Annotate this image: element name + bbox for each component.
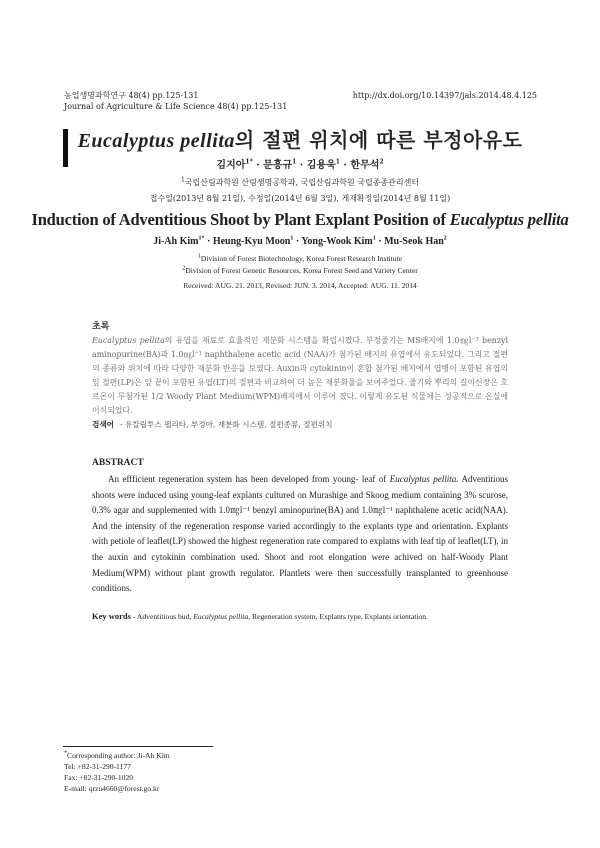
english-authors: Ji-Ah Kim$^{1*}$ · Heung-Kyu Moon$^1$ · Yong-Wook Kim$^1$ · Mu-Seok Han$^2$ — [153, 235, 447, 247]
corresponding-author: Corresponding author: Ji-Ah Kim — [67, 751, 170, 760]
abstract-heading: ABSTRACT — [92, 458, 144, 468]
korean-keywords: 검색어 - 유칼립투스 펠리타, 부정아, 재분화 시스템, 절편종류, 절편위치 — [92, 420, 333, 429]
korean-authors: 김지아$^{1*}$ · 문흥규$^1$ · 김용욱$^1$ · 한무석$^2$ — [216, 158, 384, 171]
author: Heung-Kyu Moon — [212, 236, 291, 247]
author: 김지아 — [216, 160, 246, 171]
korean-dates: 접수일(2013년 8월 21일), 수정일(2014년 6월 3일), 게재확정일(2014년 8월 11일) — [149, 194, 451, 203]
doi-link[interactable]: http://dx.doi.org/10.14397/jals.2014.48.4.125 — [352, 91, 537, 100]
author: Mu-Seok Han — [384, 236, 444, 247]
english-title: Induction of Adventitious Shoot by Plant Explant Position of Eucalyptus pellita — [31, 210, 569, 229]
author: 문흥규 — [263, 160, 293, 171]
author: Yong-Wook Kim — [301, 236, 373, 247]
author: Ji-Ah Kim — [153, 236, 199, 247]
author: 한무석 — [350, 160, 380, 171]
footnote-divider — [63, 746, 213, 747]
running-header — [64, 90, 537, 112]
korean-title-species: Eucalyptus pellita — [77, 130, 235, 152]
english-dates: Received: AUG. 21. 2013, Revised: JUN. 3. 2014, Accepted: AUG. 11. 2014 — [183, 281, 417, 290]
correspondence-footnote: *Corresponding author: Ji-Ah Kim Tel: +82-31-290-1177 Fax: +82-31-290-1020 E-mail: qrzu4660@forest.go.kr — [64, 750, 170, 793]
korean-title-rest: 의 절편 위치에 따른 부정아유도 — [234, 128, 523, 152]
fax: Fax: +82-31-290-1020 — [64, 773, 134, 782]
author: 김용욱 — [306, 160, 336, 171]
korean-abstract: Eucalyptus pellita의 유엽을 재료로 효율적인 재분화 시스템을 확립시켰다. 부정줄기는 MS배지에 1.0㎎l⁻¹ benzyl aminopurine(BA)과 1.0㎎l⁻¹ naphthalene acetic acid (NAA)가 첨가된 배지의 유엽에서 유도되었다. 그리고 절편의 종류와 위치에 따라 다양한 재분화 반응을 보였다. Auxin과 cytokinin이 혼합 첨가된 배지에서 엽병이 포함된 유엽의 잎 절편(LP)은 잎 끝이 포함된 유엽(LT)의 절편과 비교하여 더 높은 재분화율을 보여주었다. 줄기와 뿌리의 길이신장은 호르몬이 무첨가된 1/2 Woody Plant Medium(WPM)배지에서 이루어 졌다. 이렇게 유도된 식물체는 성공적으로 온실에 이식되었다. — [92, 336, 508, 415]
journal-english: Journal of Agriculture & Life Science 48(4) pp.125-131 — [64, 102, 288, 111]
email[interactable]: E-mail: qrzu4660@forest.go.kr — [64, 784, 160, 793]
english-keywords: Key words - Adventitious bud, Eucalyptus pellita, Regeneration system, Explants type, Explants orientation. — [92, 611, 428, 621]
english-title-species: Eucalyptus pellita — [449, 210, 569, 229]
korean-title — [60, 124, 540, 153]
english-affiliations: $^1$Division of Forest Biotechnology, Korea Forest Research Institute $^2$Division of Forest Genetic Resources, Korea Forest Seed and Variety Center — [182, 253, 418, 275]
journal-korean: 농업생명과학연구 48(4) pp.125-131 — [64, 91, 199, 100]
english-abstract: An effficient regeneration system has been developed from young- leaf of Eucalyptus pellita. Adventitious shoots were induced using young-leaf explants cultured on Murashige and Skoog medium containing 3% scurose, 0.3% agar and supplemented with 1.0㎎l⁻¹ benzyl aminopurine(BA) and 1.0㎎l⁻¹ naphthalene acetic acid(NAA). And the intensity of the regeneration response varied accordingly to the explants type and orientation. Explants with petiole of leaflet(LP) showed the highest regeneration rate compared to explatns with leaf tip of leaflet(LT), in the auxin and cytokinin combination used. Shoot and root elongation were achived on half-Woody Plant Medium(WPM) without plant growth regulator. Plantlets were then successfully transplanted to greenhouse conditions. — [92, 474, 508, 594]
korean-affiliation: $^1$국립산림과학원 산림생명공학과, 국립산림과학원 국립종종관리센터 — [180, 176, 420, 187]
telephone: Tel: +82-31-290-1177 — [64, 762, 131, 771]
korean-abstract-heading: 초록 — [92, 322, 110, 332]
